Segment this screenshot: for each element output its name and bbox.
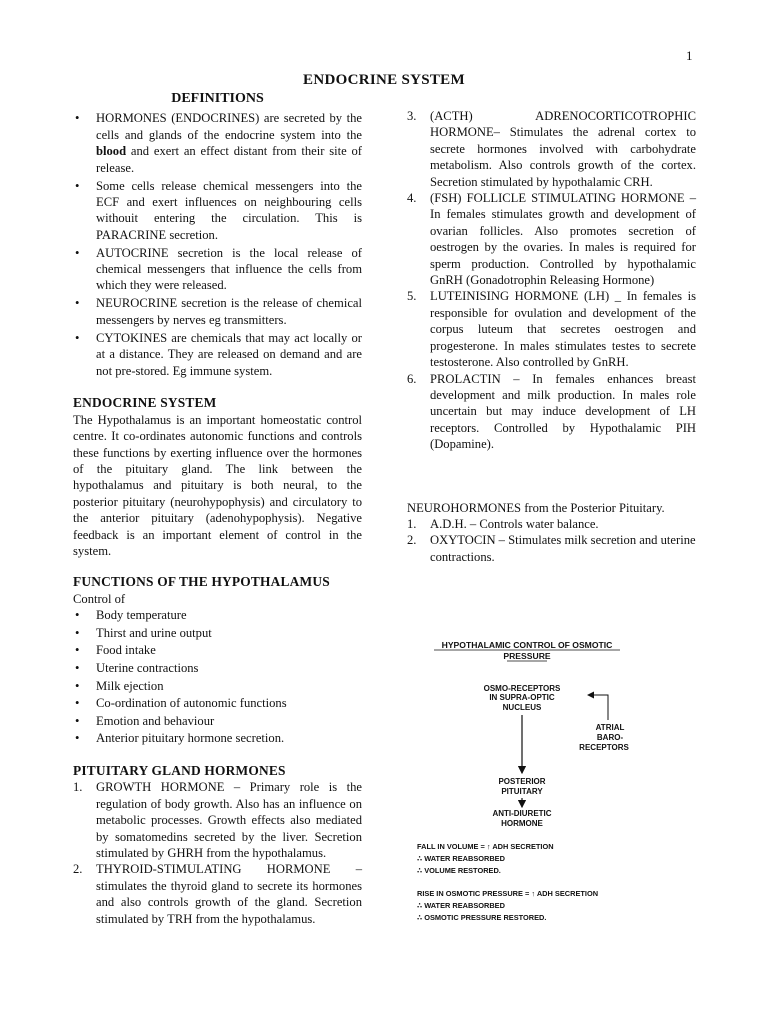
function-item: • Anterior pituitary hormone secretion.: [73, 730, 362, 746]
baroreceptor-arrow: [588, 695, 608, 720]
neurohormone-item: 2. OXYTOCIN – Stimulates milk secretion and uterine contractions.: [407, 533, 696, 564]
pituitary-hormones-list-b: [407, 108, 696, 453]
diagram-title-line1: HYPOTHALAMIC CONTROL OF OSMOTIC: [441, 640, 613, 650]
definition-item: • Some cells release chemical messengers into the ECF and exert influences on neighbouring cells withouit entering the circulation. This is PARACRINE secretion.: [73, 178, 362, 244]
hormone-item: 5. LUTEINISING HORMONE (LH) _ In females is responsible for ovulation and development of the corpus luteum that secretes oestrogen and progesterone. In males stimulates testes to secrete testosterone. Also controlled by GnRH.: [407, 289, 696, 370]
function-item: • Uterine contractions: [73, 660, 362, 676]
atrial-baroreceptors-label: RECEPTORS: [579, 743, 629, 752]
osmo-receptors-label: NUCLEUS: [502, 703, 542, 712]
definition-item: • HORMONES (ENDOCRINES) are secreted by the cells and glands of the endocrine system into the blood and exert an effect distant from their site of release.: [73, 110, 362, 176]
fall-in-volume-result: ∴ WATER REABSORBED: [417, 854, 505, 863]
neurohormones-intro: NEUROHORMONES from the Posterior Pituitary.: [407, 500, 665, 515]
endocrine-system-paragraph: The Hypothalamus is an important homeostatic control centre. It co-ordinates autonomic functions and controls these functions by exerting influence over the hormones of the pituitary gland. The link between the hypothalamus and pituitary is both neural, to the posterior pituitary (neurohypophysis) and circulatory to the anterior pituitary (adenohypophysis). Negative feedback is an important element of control in the system.: [73, 412, 362, 559]
left-column: [73, 91, 362, 927]
osmo-receptors-label: OSMO-RECEPTORS: [483, 684, 561, 693]
function-item: • Milk ejection: [73, 678, 362, 694]
function-item: • Thirst and urine output: [73, 625, 362, 641]
hormone-item: 4. (FSH) FOLLICLE STIMULATING HORMONE – In females stimulates growth and development of ovarian follicles. Also promotes secretion of oestrogen by the ovaries. In males is required for sperm production. Controlled by hypothalamic GnRH (Gonadotrophin Releasing Hormone): [407, 191, 696, 288]
fall-in-volume-result: ∴ VOLUME RESTORED.: [417, 866, 501, 875]
definitions-list: [73, 110, 362, 379]
right-column: [407, 108, 696, 565]
definition-item: • NEUROCRINE secretion is the release of chemical messengers by nerves eg transmitters.: [73, 295, 362, 328]
hormone-item: 3. (ACTH) ADRENOCORTICOTROPHIC HORMONE– Stimulates the adrenal cortex to secrete hormones involved with carbohydrate metabolism. Also controls growth of the cortex. Secretion stimulated by hypothalamic CRH.: [407, 109, 696, 189]
hormone-item: 2. THYROID-STIMULATING HORMONE – stimulates the thyroid gland to secrete its hormones and also controls growth of the gland. Secretion stimulated by TRH from the hypothalamus.: [73, 862, 362, 926]
page-number: 1: [686, 48, 693, 63]
neurohormone-item: 1. A.D.H. – Controls water balance.: [407, 516, 599, 531]
posterior-pituitary-label: PITUITARY: [501, 787, 543, 796]
anti-diuretic-hormone-label: ANTI-DIURETIC: [492, 809, 552, 818]
function-item: • Co-ordination of autonomic functions: [73, 695, 362, 711]
anti-diuretic-hormone-label: HORMONE: [501, 819, 543, 828]
pituitary-hormones-list-a: [73, 779, 362, 927]
rise-in-osmotic-line: RISE IN OSMOTIC PRESSURE = ↑ ADH SECRETION: [417, 889, 599, 898]
fall-in-volume-line: FALL IN VOLUME = ↑ ADH SECRETION: [417, 842, 554, 851]
endocrine-system-heading: ENDOCRINE SYSTEM: [73, 395, 217, 411]
function-item: • Food intake: [73, 642, 362, 658]
definitions-heading: DEFINITIONS: [171, 91, 264, 106]
function-item: • Body temperature: [73, 607, 362, 623]
atrial-baroreceptors-label: BARO-: [596, 733, 624, 742]
definition-item: • AUTOCRINE secretion is the local release of chemical messengers that influence the cells from which they were released.: [73, 245, 362, 294]
osmo-receptors-label: IN SUPRA-OPTIC: [489, 693, 555, 702]
osmotic-pressure-diagram: [414, 632, 654, 932]
pituitary-hormones-heading: PITUITARY GLAND HORMONES: [73, 763, 286, 779]
posterior-pituitary-label: POSTERIOR: [498, 777, 546, 786]
hormone-item: 1. GROWTH HORMONE – Primary role is the regulation of body growth. Also has an influence on metabolic processes. Growth effects also mediated by somatomedins secreted by the liver. Secretion stimulated by GHRH from the hypothalamus.: [73, 780, 362, 861]
bold-word: blood: [96, 144, 127, 159]
function-item: • Emotion and behaviour: [73, 713, 362, 729]
hypothalamus-functions-list: [73, 607, 362, 747]
document-title: ENDOCRINE SYSTEM: [303, 72, 465, 88]
atrial-baroreceptors-label: ATRIAL: [595, 723, 625, 732]
hormone-item: 6. PROLACTIN – In females enhances breast development and milk production. In males role uncertain but may induce development of LH receptors. Controlled by Hypothalamic PIH (Dopamine).: [407, 371, 696, 452]
hypothalamus-functions-heading: FUNCTIONS OF THE HYPOTHALAMUS: [73, 574, 330, 590]
diagram-title-line2: PRESSURE: [503, 651, 551, 661]
rise-in-osmotic-result: ∴ WATER REABSORBED: [417, 901, 505, 910]
control-of-intro: Control of: [73, 591, 126, 606]
definition-item: • CYTOKINES are chemicals that may act locally or at a distance. They are released on demand and are not pre-stored. Eg immune system.: [73, 330, 362, 379]
neurohormones-list: [407, 516, 696, 565]
rise-in-osmotic-result: ∴ OSMOTIC PRESSURE RESTORED.: [417, 913, 547, 922]
